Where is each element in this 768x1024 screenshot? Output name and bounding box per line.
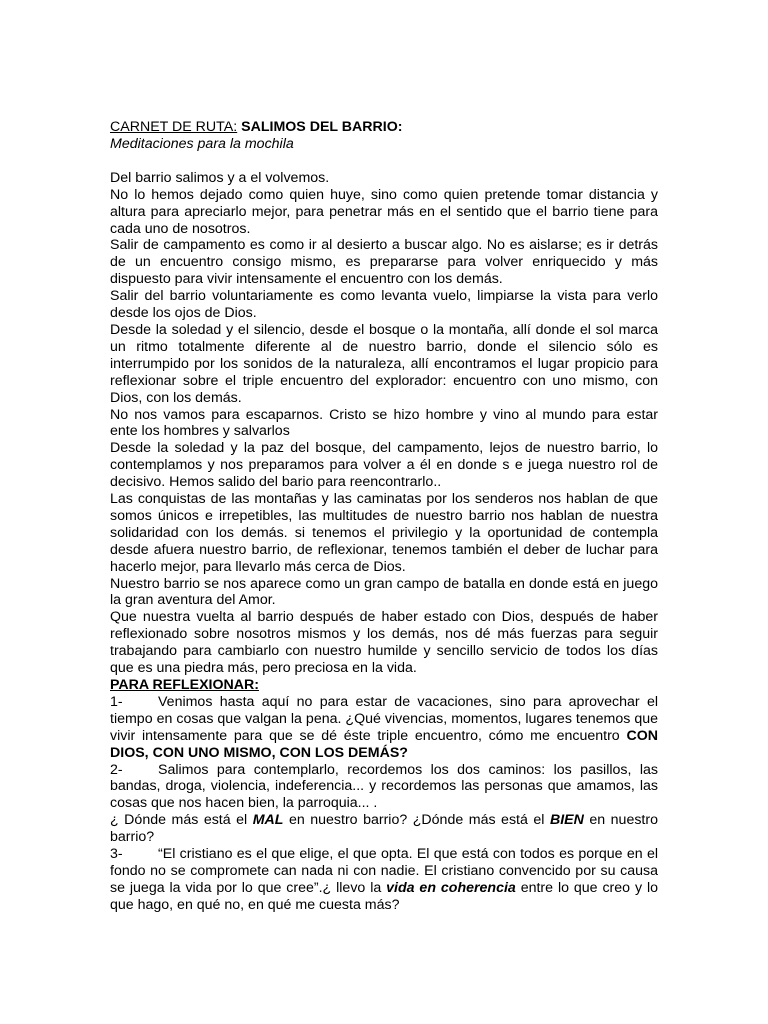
reflection-item-2 [110, 762, 658, 813]
section-heading: PARA REFLEXIONAR: [110, 677, 259, 693]
paragraph: Las conquistas de las montañas y las caminatas por los senderos nos hablan de que somos únicos e irrepetibles, las multitudes de nuestro barrio nos hablan de nuestra solidaridad con los demás. si tenemos el privilegio y la oportunidad de contempla desde afuera nuestro barrio, de reflexionar, tenemos también el deber de luchar para hacerlo mejor, para llevarlo más cerca de Dios. [110, 491, 658, 575]
title-label: CARNET DE RUTA: [110, 119, 238, 135]
document-title [110, 119, 658, 136]
question-emphasis-mal: MAL [252, 812, 284, 829]
paragraph: Desde la soledad y el silencio, desde el bosque o la montaña, allí donde el sol marca un ritmo totalmente diferente al de nuestro barrio, donde el silencio sólo es interrumpido por los sonidos de la naturaleza, allí encontramos el lugar propicio para reflexionar sobre el triple encuentro del explorador: encuentro con uno mismo, con Dios, con los demás. [110, 321, 658, 406]
document-subtitle: Meditaciones para la mochila [110, 135, 294, 152]
item-text: Salimos para contemplarlo, recordemos los dos caminos: los pasillos, las bandas, droga, violencia, indeferencia... y recordemos las personas que amamos, las cosas que nos hacen bien, la parroquia... . [110, 761, 658, 812]
reflection-item-1 [110, 694, 658, 762]
item-number: 2- [110, 761, 123, 778]
question-emphasis-bien: BIEN [549, 812, 584, 829]
paragraph: Nuestro barrio se nos aparece como un gran campo de batalla en donde está en juego la gran aventura del Amor. [110, 575, 658, 609]
item-text: entre lo que creo y lo que hago, en qué no, en qué me cuesta más? [110, 879, 658, 913]
item-emphasis: CON DIOS, CON UNO MISMO, CON LOS DEMÁS? [110, 727, 658, 761]
item-emphasis: vida en coherencia [386, 879, 516, 896]
paragraph: Salir del barrio voluntariamente es como levanta vuelo, limpiarse la vista para verlo desde los ojos de Dios. [110, 288, 658, 322]
reflection-question [110, 812, 658, 846]
item-text: Venimos hasta aquí no para estar de vacaciones, sino para aprovechar el tiempo en cosas que valgan la pena. ¿Qué vivencias, momentos, lugares tenemos que vivir intensamente para que se dé éste triple encuentro, cómo me encuentro [110, 693, 658, 744]
question-text: en nuestro barrio? [110, 812, 658, 846]
reflection-item-3 [110, 846, 658, 914]
question-text: ¿ Dónde más está el [110, 812, 253, 829]
item-number: 3- [110, 846, 123, 863]
paragraph: No lo hemos dejado como quien huye, sino como quien pretende tomar distancia y altura para apreciarlo mejor, para penetrar más en el sentido que el barrio tiene para cada uno de nosotros. [110, 186, 658, 237]
paragraph: No nos vamos para escaparnos. Cristo se hizo hombre y vino al mundo para estar ente los hombres y salvarlos [110, 406, 658, 440]
paragraph: Desde la soledad y la paz del bosque, del campamento, lejos de nuestro barrio, lo contemplamos y nos preparamos para volver a él en donde s e juega nuestro rol de decisivo. Hemos salido del bario para reencontrarlo.. [110, 440, 658, 491]
item-text: “El cristiano es el que elige, el que opta. El que está con todos es porque en el fondo no se compromete can nada ni con nadie. El cristiano convencido por su causa se juega la vida por lo que cree”.¿ llevo la [110, 846, 658, 896]
item-number: 1- [110, 693, 123, 710]
question-text: en nuestro barrio? ¿Dónde más está el [283, 812, 550, 829]
document-body [110, 119, 658, 914]
paragraph: Que nuestra vuelta al barrio después de haber estado con Dios, después de haber reflexionado sobre nosotros mismos y los demás, nos dé más fuerzas para seguir trabajando para cambiarlo con nuestro humilde y sencillo servicio de todos los días que es una piedra más, pero preciosa en la vida. [110, 609, 658, 677]
paragraph: Del barrio salimos y a el volvemos. [110, 169, 330, 186]
title-main: SALIMOS DEL BARRIO: [241, 119, 403, 135]
paragraph: Salir de campamento es como ir al desierto a buscar algo. No es aislarse; es ir detrás de un encuentro consigo mismo, es prepararse para volver enriquecido y más dispuesto para vivir intensamente el encuentro con los demás. [110, 237, 658, 288]
